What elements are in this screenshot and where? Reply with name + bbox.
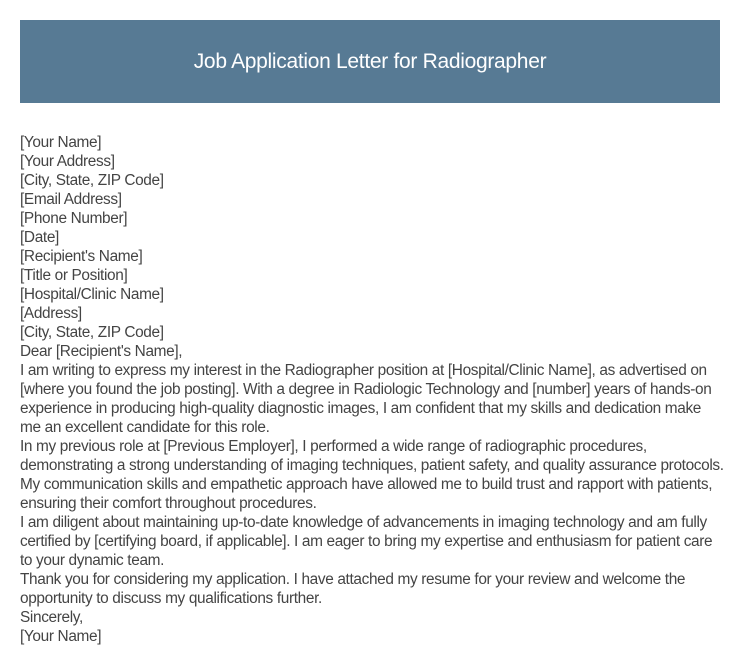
letter-body — [20, 133, 725, 646]
signature: [Your Name] — [20, 628, 102, 645]
sender-email: [Email Address] — [20, 191, 122, 208]
page-title: Job Application Letter for Radiographer — [193, 49, 547, 73]
recipient-address: [Address] — [20, 305, 82, 322]
paragraph-closing: Thank you for considering my application. I have attached my resume for your review and welcome the opportunity to discuss my qualifications further. — [20, 571, 686, 607]
recipient-name: [Recipient's Name] — [20, 248, 143, 265]
sender-city-state-zip: [City, State, ZIP Code] — [20, 172, 164, 189]
sender-name: [Your Name] — [20, 134, 102, 151]
sender-phone: [Phone Number] — [20, 210, 128, 227]
recipient-organization: [Hospital/Clinic Name] — [20, 286, 164, 303]
paragraph-certification: I am diligent about maintaining up-to-date knowledge of advancements in imaging technology and am fully certified by [certifying board, if applicable]. I am eager to bring my expertise and enthusiasm for patient care to your dynamic team. — [20, 514, 713, 569]
recipient-city-state-zip: [City, State, ZIP Code] — [20, 324, 164, 341]
salutation: Dear [Recipient's Name], — [20, 343, 183, 360]
recipient-title: [Title or Position] — [20, 267, 128, 284]
closing: Sincerely, — [20, 609, 83, 626]
letter-date: [Date] — [20, 229, 59, 246]
page-header — [20, 20, 720, 103]
paragraph-intro: I am writing to express my interest in the Radiographer position at [Hospital/Clinic Name], as advertised on [where you found the job posting]. With a degree in Radiologic Technology and [number] years of hands-on experience in producing high-quality diagnostic images, I am confident that my skills and dedication make me an excellent candidate for this role. — [20, 362, 712, 436]
paragraph-experience: In my previous role at [Previous Employer], I performed a wide range of radiographic procedures, demonstrating a strong understanding of imaging techniques, patient safety, and quality assurance protocols. My communication skills and empathetic approach have allowed me to build trust and rapport with patients, ensuring their comfort throughout procedures. — [20, 438, 724, 512]
sender-address: [Your Address] — [20, 153, 115, 170]
